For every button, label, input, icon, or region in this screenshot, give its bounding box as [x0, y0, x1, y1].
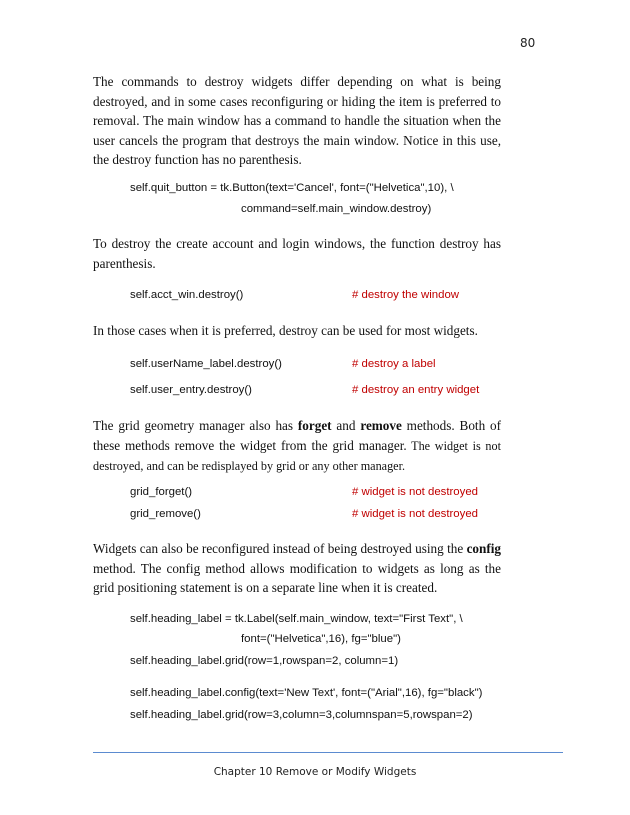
code-quit-button-line1: self.quit_button = tk.Button(text='Cancel', font=("Helvetica",10), \ — [130, 182, 454, 194]
paragraph-destroy-intro: The commands to destroy widgets differ depending on what is being destroyed, and in some cases reconfiguring or hiding the item is preferred to removal. The main window has a command to handle the situation when the user cancels the program that destroys the main window. Notice in this use, the destroy function has no parenthesis. — [93, 74, 501, 167]
paragraph-grid-forget-remove — [93, 416, 501, 477]
code-grid-forget: grid_forget() — [130, 486, 193, 498]
paragraph-destroy-widgets: In those cases when it is preferred, destroy can be used for most widgets. — [93, 323, 478, 338]
code-heading-label-grid2: self.heading_label.grid(row=3,column=3,columnspan=5,rowspan=2) — [130, 709, 473, 721]
footer-rule — [93, 752, 563, 753]
bold-term-config: config — [466, 541, 501, 556]
code-username-label-destroy: self.userName_label.destroy() — [130, 358, 282, 370]
bold-term-remove: remove — [360, 418, 402, 433]
code-quit-button-line2: command=self.main_window.destroy) — [241, 203, 432, 215]
code-heading-label-line1: self.heading_label = tk.Label(self.main_window, text="First Text", \ — [130, 613, 463, 625]
comment-username-label-destroy: # destroy a label — [352, 358, 436, 370]
code-heading-label-line2: font=("Helvetica",16), fg="blue") — [241, 633, 401, 645]
paragraph-config — [93, 539, 501, 598]
code-heading-label-grid1: self.heading_label.grid(row=1,rowspan=2, column=1) — [130, 655, 399, 667]
text-run: Widgets can also be reconfigured instead of being destroyed using the — [93, 541, 467, 556]
text-run-small: The widget is not destroyed, and can be redisplayed by grid or any other manager. — [93, 438, 501, 473]
text-run: The grid geometry manager also has — [93, 418, 298, 433]
code-user-entry-destroy: self.user_entry.destroy() — [130, 384, 252, 396]
footer-chapter-title: Chapter 10 Remove or Modify Widgets — [213, 766, 417, 778]
bold-term-forget: forget — [297, 418, 332, 433]
code-acct-win-destroy: self.acct_win.destroy() — [130, 289, 244, 301]
comment-grid-forget: # widget is not destroyed — [352, 486, 479, 498]
comment-grid-remove: # widget is not destroyed — [352, 508, 479, 520]
text-run: method. The config method allows modification to widgets as long as the grid positioning statement is on a separate line when it is created. — [93, 560, 501, 595]
paragraph-destroy-windows: To destroy the create account and login windows, the function destroy has parenthesis. — [93, 236, 501, 271]
text-run: methods. Both of these methods remove the widget from the grid manager. — [93, 418, 502, 453]
code-heading-label-config: self.heading_label.config(text='New Text', font=("Arial",16), fg="black") — [130, 687, 483, 699]
comment-acct-win-destroy: # destroy the window — [352, 289, 460, 301]
text-run: and — [331, 418, 361, 433]
comment-user-entry-destroy: # destroy an entry widget — [352, 384, 480, 396]
page-number: 80 — [520, 36, 536, 50]
code-grid-remove: grid_remove() — [130, 508, 201, 520]
